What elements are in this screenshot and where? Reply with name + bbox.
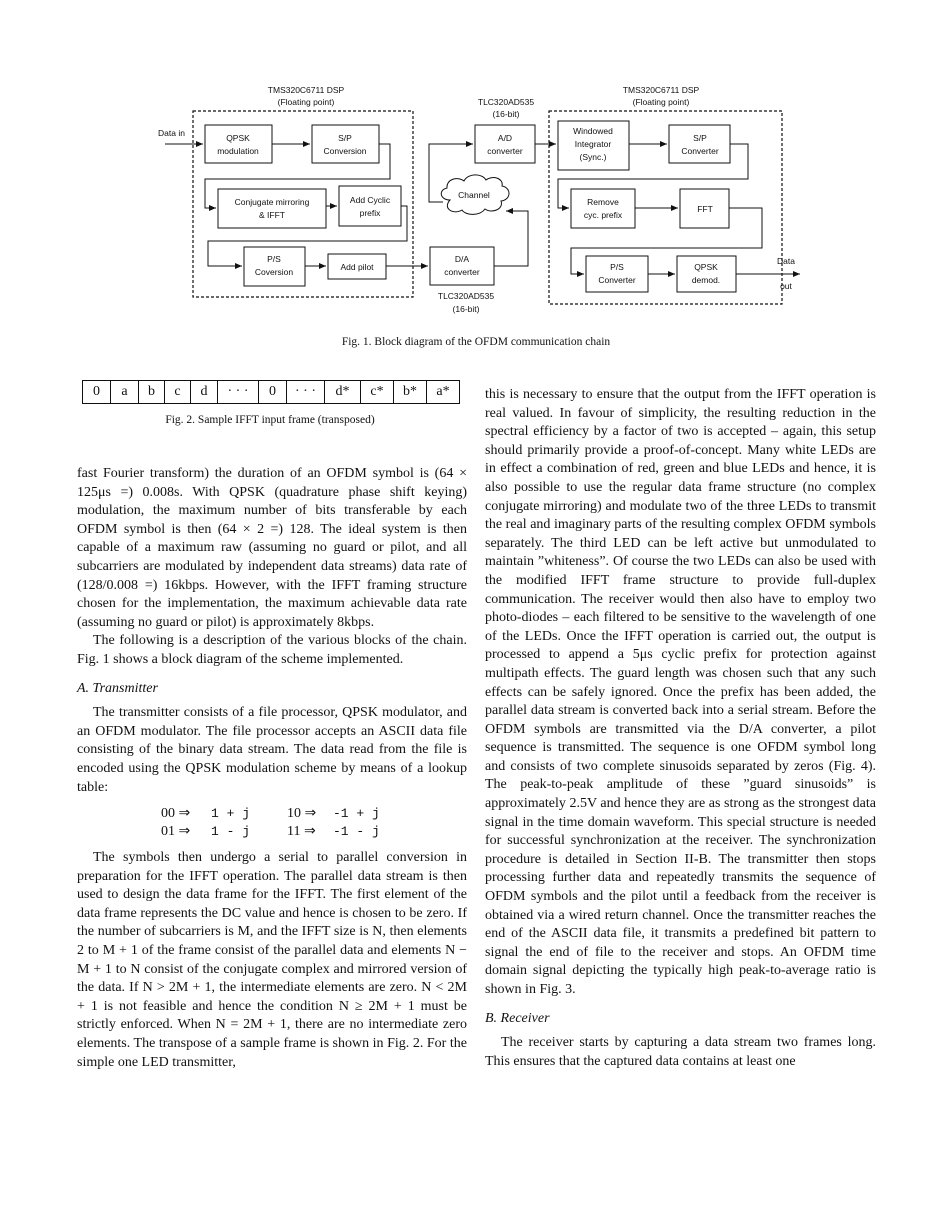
- label-conj-ifft-2: & IFFT: [259, 210, 285, 220]
- equation-row: [161, 823, 467, 841]
- label-ps-conv-rx-1: P/S: [610, 262, 624, 272]
- eq-bits: 11 ⇒: [287, 824, 316, 840]
- ifft-cell: 0: [259, 381, 287, 404]
- arrow-da-to-channel: [494, 211, 528, 266]
- ifft-frame-row: [83, 381, 460, 404]
- ifft-cell: a: [111, 381, 139, 404]
- right-column: [485, 386, 876, 1071]
- label-qpsk-demod-2: demod.: [691, 275, 721, 285]
- ifft-cell: c: [165, 381, 191, 404]
- dsp-right-title: TMS320C6711 DSP: [622, 85, 700, 95]
- label-ad-2: converter: [487, 146, 523, 156]
- paragraph: The symbols then undergo a serial to parallel conversion in preparation for the IFFT operation. The parallel data stream is then used to design the data frame for the IFFT. The first element of the data frame represents the DC value and hence is chosen to be zero. If the number of subcarriers is M, and the IFFT size is N, then elements 2 to M + 1 of the frame consist of the parallel data and elements N − M + 1 to N consist of the conjugate complex and mirrored version of the data. If N > 2M + 1, the intermediate elements are zero. N < 2M + 1 is not feasible and hence the condition N ≥ 2M + 1 must be strictly enforced. When N = 2M + 1, there are no intermediate zero elements. The transpose of a sample frame is shown in Fig. 2. For the simple one LED transmitter,: [77, 850, 467, 1070]
- equation-row: [161, 805, 467, 823]
- label-add-cyclic-1: Add Cyclic: [349, 195, 391, 205]
- label-conj-ifft-1: Conjugate mirroring: [234, 197, 310, 207]
- eq-value: -1 - j: [333, 824, 380, 840]
- ifft-cell: c*: [361, 381, 394, 404]
- dsp-left-subtitle: (Floating point): [277, 97, 335, 107]
- eq-bits: 01 ⇒: [161, 824, 191, 840]
- qpsk-lookup-table: [161, 805, 467, 841]
- section-heading-transmitter: A. Transmitter: [77, 680, 158, 696]
- block-remove-cyc: [571, 189, 635, 228]
- label-channel: Channel: [458, 190, 490, 200]
- ifft-cell: · · ·: [218, 381, 259, 404]
- ifft-cell: b: [139, 381, 165, 404]
- eq-value: 1 - j: [211, 824, 251, 840]
- paragraph: this is necessary to ensure that the output from the IFFT operation is real valued. In favour of simplicity, the resulting reduction in the spectral efficiency by a factor of two is accepted – again, this setup should primarily provide a proof-of-concept. Many white LEDs are in effect a combination of red, green and blue LEDs and hence, it is also possible to use the regular data frame structure (no complex conjugate mirroring) and modulate two of the three LEDs to transmit the real and imaginary parts of the resulting complex OFDM symbols separately. The third LED can be left active but unmodulated to maintain ”whiteness”. Of course the two LEDs can also be used with the modified IFFT frame structure to provide full-duplex communication. The receiver would then also have to employ two photo-diodes – each filtered to be sensitive to the wavelength of one of the LEDs. Once the IFFT operation is carried out, the output is processed to append a 5μs cyclic prefix for protection against multipath effects. The guard length was chosen such that any such effects can be safely ignored. Once the prefix has been added, the parallel data stream is converted back into a serial stream. Before the OFDM symbols are transmitted via the D/A converter, a pilot sequence is transmitted. The sequence is one OFDM symbol long and consists of two complete sinusoids separated by zeros (Fig. 4). The peak-to-peak amplitude of these ”guard sinusoids” is approximately 2.5V and hence they are as strong as the strongest data signal in the time domain waveform. This special structure is needed for successful synchronization at the receiver. The synchronization procedure is detailed in Section II-B. The transmitter then stops processing further data and repeatedly transmits the sequence of OFDM symbols and the pilot until a feedback from the receiver is obtained via a wired return channel. Once the transmitter reaches the end of the ASCII data file, it transmits a predefined bit pattern to signal the end of file to the receiver and stops. An OFDM time domain signal depicting the typically high peak-to-average ratio is shown in Fig. 3.: [485, 387, 876, 997]
- paragraph: fast Fourier transform) the duration of an OFDM symbol is (64 × 125μs =) 0.008s. With QPSK (quadrature phase shift keying) modulation, the maximum number of bits transferable by each OFDM symbol is then (64 × 2 =) 128. The ideal system is then capable of a maximum raw (assuming no guard or pilot, and all subcarriers are modulated by independent data streams) data rate of (128/0.008 =) 16kbps. However, with the IFFT framing structure chosen for the implementation, the maximum achievable data rate (assuming no guard or pilot) is approximately 8kbps.: [77, 466, 467, 630]
- adc-title: TLC320AD535: [477, 97, 535, 107]
- block-ad: [475, 125, 535, 163]
- block-qpsk-mod: [205, 125, 272, 163]
- block-conj-ifft: [218, 189, 326, 228]
- paragraph: The receiver starts by capturing a data stream two frames long. This ensures that the captured data contains at least one: [485, 1035, 876, 1069]
- dsp-right-subtitle: (Floating point): [632, 97, 690, 107]
- paragraph: The following is a description of the various blocks of the chain. Fig. 1 shows a block diagram of the scheme implemented.: [77, 633, 467, 667]
- label-sp-conv-tx-2: Conversion: [323, 146, 367, 156]
- block-add-cyclic: [339, 186, 401, 226]
- figure-1-caption: Fig. 1. Block diagram of the OFDM communication chain: [341, 336, 611, 348]
- label-qpsk-demod-1: QPSK: [694, 262, 718, 272]
- label-ps-conv-rx-2: Converter: [598, 275, 636, 285]
- dsp-left-title: TMS320C6711 DSP: [267, 85, 345, 95]
- label-sp-conv-rx-2: Converter: [681, 146, 719, 156]
- dac-title: TLC320AD535: [437, 291, 495, 301]
- ifft-cell: 0: [83, 381, 111, 404]
- eq-value: 1 + j: [211, 806, 251, 822]
- label-remove-cyc-2: cyc. prefix: [583, 210, 623, 220]
- dac-subtitle: (16-bit): [452, 304, 480, 314]
- label-windowed-1: Windowed: [573, 126, 613, 136]
- label-ad-1: A/D: [497, 133, 513, 143]
- eq-value: -1 + j: [333, 806, 380, 822]
- label-fft: FFT: [697, 204, 713, 214]
- label-da-2: converter: [444, 267, 480, 277]
- adc-subtitle: (16-bit): [492, 109, 520, 119]
- label-da-1: D/A: [454, 254, 470, 264]
- block-sp-conv-rx: [669, 125, 730, 163]
- eq-bits: 00 ⇒: [161, 806, 191, 822]
- ifft-frame-table: [82, 380, 460, 404]
- ofdm-block-diagram: [140, 78, 820, 328]
- paragraph: The transmitter consists of a file processor, QPSK modulator, and an OFDM modulator. The file processor accepts an ASCII data file consisting of the binary data stream. The data read from the file is encoded using the QPSK modulation scheme by means of a lookup table:: [77, 705, 467, 795]
- ifft-cell: d*: [325, 381, 361, 404]
- ifft-cell: b*: [394, 381, 427, 404]
- label-add-pilot: Add pilot: [340, 262, 374, 272]
- figure-2-caption: Fig. 2. Sample IFFT input frame (transposed): [165, 414, 375, 426]
- label-windowed-2: Integrator: [574, 139, 612, 149]
- block-sp-conv-tx: [312, 125, 379, 163]
- label-qpsk-mod-1: QPSK: [226, 133, 250, 143]
- section-heading-receiver: B. Receiver: [485, 1010, 550, 1026]
- ifft-cell: · · ·: [287, 381, 325, 404]
- label-ps-conv-tx-1: P/S: [267, 254, 281, 264]
- label-qpsk-mod-2: modulation: [217, 146, 259, 156]
- label-sp-conv-tx-1: S/P: [338, 133, 352, 143]
- ifft-cell: a*: [427, 381, 460, 404]
- left-column: [77, 465, 467, 1072]
- eq-bits: 10 ⇒: [287, 806, 317, 822]
- label-ps-conv-tx-2: Coversion: [254, 267, 294, 277]
- label-add-cyclic-2: prefix: [359, 208, 381, 218]
- label-windowed-3: (Sync.): [579, 152, 607, 162]
- data-in-label: Data in: [158, 128, 185, 138]
- label-remove-cyc-1: Remove: [587, 197, 619, 207]
- data-out-label: Data: [777, 256, 795, 266]
- ifft-cell: d: [191, 381, 218, 404]
- data-out-label-2: out: [780, 281, 792, 291]
- block-da: [430, 247, 494, 285]
- label-sp-conv-rx-1: S/P: [693, 133, 707, 143]
